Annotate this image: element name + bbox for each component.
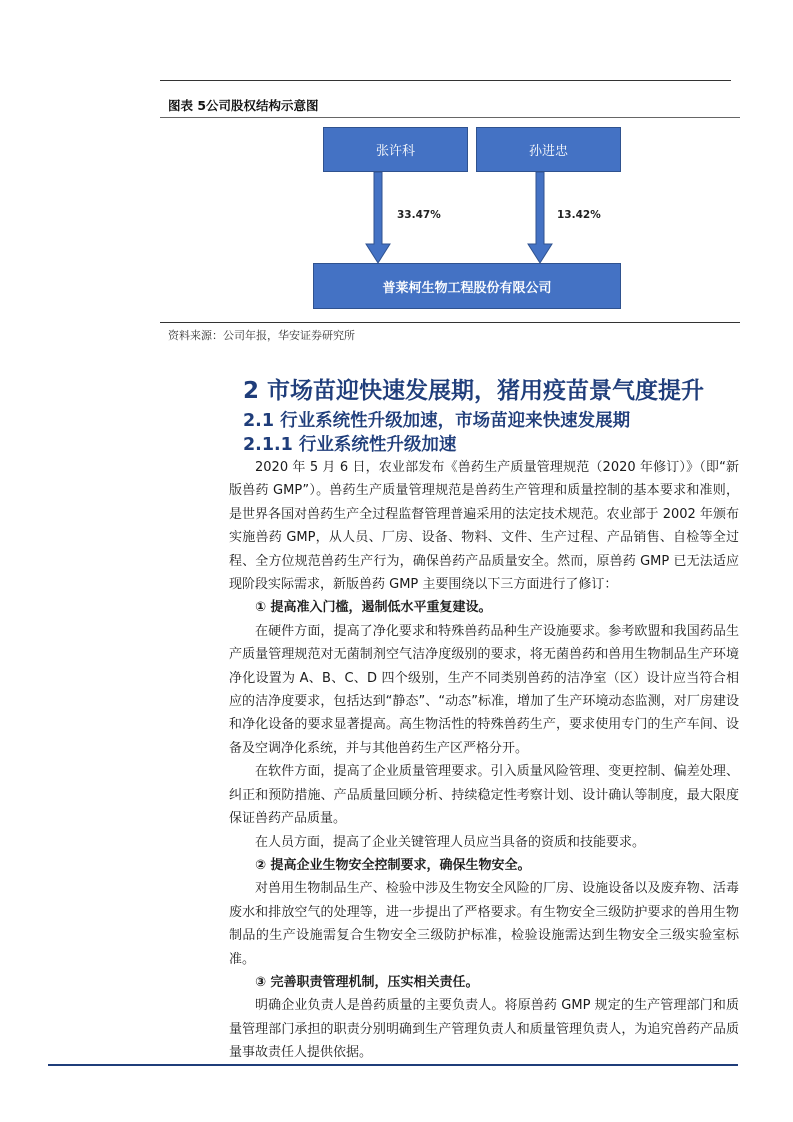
shareholder-name-1: 张许科 bbox=[375, 144, 415, 159]
figure-title: 图表 5公司股权结构示意图 bbox=[168, 98, 319, 113]
shareholder-box-1 bbox=[323, 127, 468, 172]
point-heading: ② 提高企业生物安全控制要求，确保生物安全。 bbox=[255, 857, 531, 873]
shareholder-box-2 bbox=[476, 127, 621, 172]
figure-title-rule bbox=[160, 117, 740, 118]
body-text bbox=[229, 456, 739, 1065]
figure-source: 资料来源：公司年报，华安证券研究所 bbox=[168, 329, 355, 342]
subsection-heading: 2.1 行业系统性升级加速，市场苗迎来快速发展期 bbox=[243, 411, 631, 431]
shareholder-name-2: 孙进忠 bbox=[528, 144, 568, 159]
paragraph: 2020 年 5 月 6 日，农业部发布《兽药生产质量管理规范（2020 年修订）》（即“新版兽药 GMP”）。兽药生产质量管理规范是兽药生产管理和质量控制的基本要求和准则，是世界各国对兽药生产全过程监督管理普遍采用的法定技术规范。农业部于 2002 年颁布实施兽药 GMP，从人员、厂房、设备、物料、文件、生产过程、产品销售、自检等全过程、全方位规范兽药生产行为，确保兽药产品质量安全。然而，原兽药 GMP 已无法适应现阶段实际需求，新版兽药 GMP 主要围绕以下三方面进行了修订： bbox=[229, 460, 739, 593]
section-heading: 2 市场苗迎快速发展期，猪用疫苗景气度提升 bbox=[243, 378, 705, 404]
paragraph: 在硬件方面，提高了净化要求和特殊兽药品种生产设施要求。参考欧盟和我国药品生产质量管理规范对无菌制剂空气洁净度级别的要求，将无菌兽药和兽用生物制品生产环境净化设置为 A、B、C、D 四个级别，生产不同类别兽药的洁净室（区）设计应当符合相应的洁净度要求，包括达到“静态”、“动态”标准，增加了生产环境动态监测，对厂房建设和净化设备的要求显著提高。高生物活性的特殊兽药生产，要求使用专门的生产车间、设备及空调净化系统，并与其他兽药生产区严格分开。 bbox=[229, 623, 739, 756]
footer-rule bbox=[48, 1064, 738, 1066]
figure-bottom-rule bbox=[160, 322, 740, 323]
paragraph: 在软件方面，提高了企业质量管理要求。引入质量风险管理、变更控制、偏差处理、纠正和预防措施、产品质量回顾分析、持续稳定性考察计划、设计确认等制度，最大限度保证兽药产品质量。 bbox=[229, 764, 739, 827]
stake-label-1: 33.47% bbox=[397, 209, 441, 221]
point-heading: ① 提高准入门槛，遏制低水平重复建设。 bbox=[255, 600, 492, 616]
company-name: 普莱柯生物工程股份有限公司 bbox=[382, 280, 552, 296]
arrow-down-icon bbox=[363, 172, 393, 264]
subsubsection-heading: 2.1.1 行业系统性升级加速 bbox=[243, 435, 457, 455]
arrow-down-icon bbox=[525, 172, 555, 264]
point-heading: ③ 完善职责管理机制，压实相关责任。 bbox=[255, 974, 479, 990]
paragraph: 对兽用生物制品生产、检验中涉及生物安全风险的厂房、设施设备以及废弃物、活毒废水和排放空气的处理等，进一步提出了严格要求。有生物安全三级防护要求的兽用生物制品的生产设施需复合生物安全三级防护标准，检验设施需达到生物安全三级实验室标准。 bbox=[229, 881, 739, 967]
company-box bbox=[313, 263, 621, 309]
paragraph: 明确企业负责人是兽药质量的主要负责人。将原兽药 GMP 规定的生产管理部门和质量管理部门承担的职责分别明确到生产管理负责人和质量管理负责人，为追究兽药产品质量事故责任人提供依据。 bbox=[229, 998, 739, 1061]
paragraph: 在人员方面，提高了企业关键管理人员应当具备的资质和技能要求。 bbox=[255, 834, 646, 850]
header-rule bbox=[160, 80, 731, 81]
stake-label-2: 13.42% bbox=[557, 209, 601, 221]
